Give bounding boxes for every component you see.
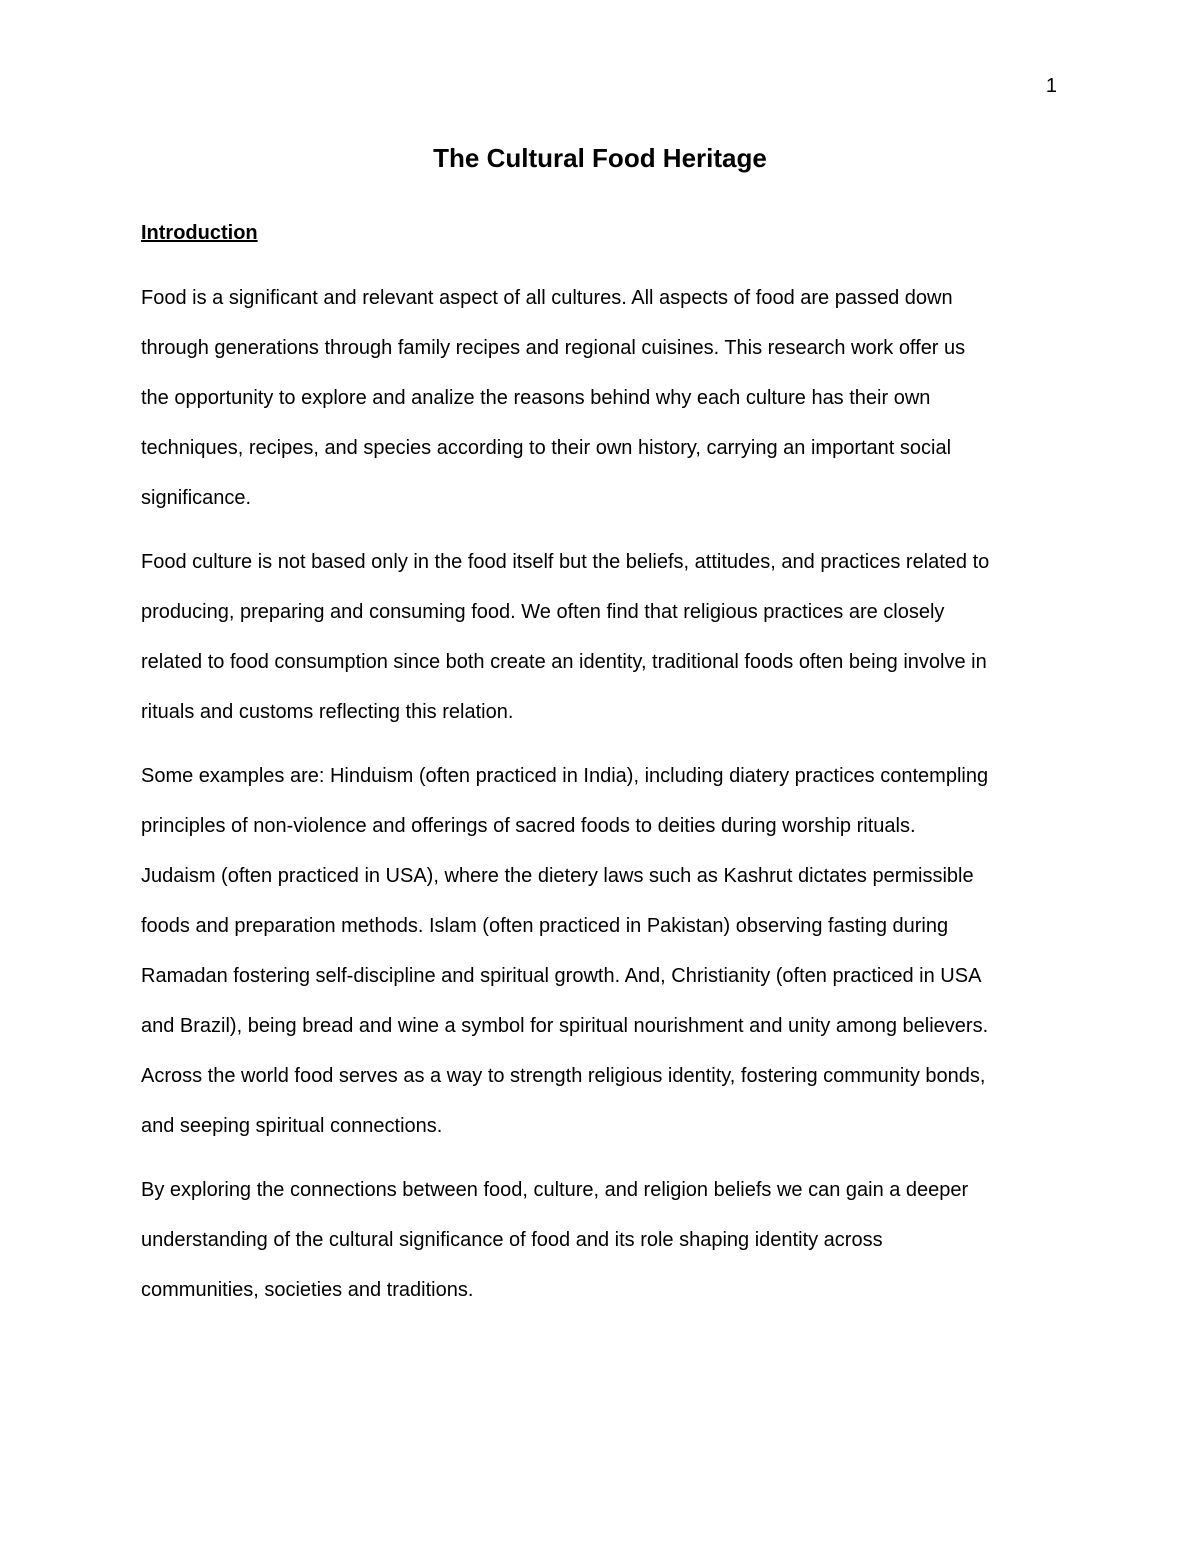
paragraph-line: related to food consumption since both create an identity, traditional foods often being involve in [141, 651, 987, 673]
paragraph-line: Judaism (often practiced in USA), where the dietery laws such as Kashrut dictates permissible [141, 865, 974, 887]
paragraph-line: communities, societies and traditions. [141, 1279, 474, 1301]
paragraph-1 [141, 273, 1061, 523]
paragraph-line: Across the world food serves as a way to strength religious identity, fostering community bonds, [141, 1065, 986, 1087]
document-title: The Cultural Food Heritage [433, 143, 767, 173]
paragraph-line: understanding of the cultural significance of food and its role shaping identity across [141, 1229, 883, 1251]
paragraph-line: foods and preparation methods. Islam (often practiced in Pakistan) observing fasting during [141, 915, 949, 937]
section-heading-introduction: Introduction [141, 222, 258, 244]
paragraph-line: Some examples are: Hinduism (often practiced in India), including diatery practices contempling [141, 765, 989, 787]
paragraph-line: rituals and customs reflecting this relation. [141, 701, 514, 723]
paragraph-line: techniques, recipes, and species according to their own history, carrying an important social [141, 437, 952, 459]
paragraph-line: Ramadan fostering self-discipline and spiritual growth. And, Christianity (often practiced in USA [141, 965, 982, 987]
document-body [141, 273, 1061, 1329]
paragraph-line: principles of non-violence and offerings of sacred foods to deities during worship rituals. [141, 815, 916, 837]
paragraph-line: significance. [141, 487, 252, 509]
paragraph-4 [141, 1165, 1061, 1315]
paragraph-line: the opportunity to explore and analize the reasons behind why each culture has their own [141, 387, 931, 409]
page-number: 1 [1045, 75, 1057, 97]
paragraph-line: and seeping spiritual connections. [141, 1115, 443, 1137]
paragraph-2 [141, 537, 1061, 737]
paragraph-3 [141, 751, 1061, 1151]
paragraph-line: Food culture is not based only in the food itself but the beliefs, attitudes, and practices related to [141, 551, 990, 573]
paragraph-line: through generations through family recipes and regional cuisines. This research work offer us [141, 337, 966, 359]
paragraph-line: Food is a significant and relevant aspect of all cultures. All aspects of food are passed down [141, 287, 953, 309]
paragraph-line: and Brazil), being bread and wine a symbol for spiritual nourishment and unity among believers. [141, 1015, 989, 1037]
paragraph-line: producing, preparing and consuming food. We often find that religious practices are closely [141, 601, 945, 623]
paragraph-line: By exploring the connections between food, culture, and religion beliefs we can gain a deeper [141, 1179, 969, 1201]
